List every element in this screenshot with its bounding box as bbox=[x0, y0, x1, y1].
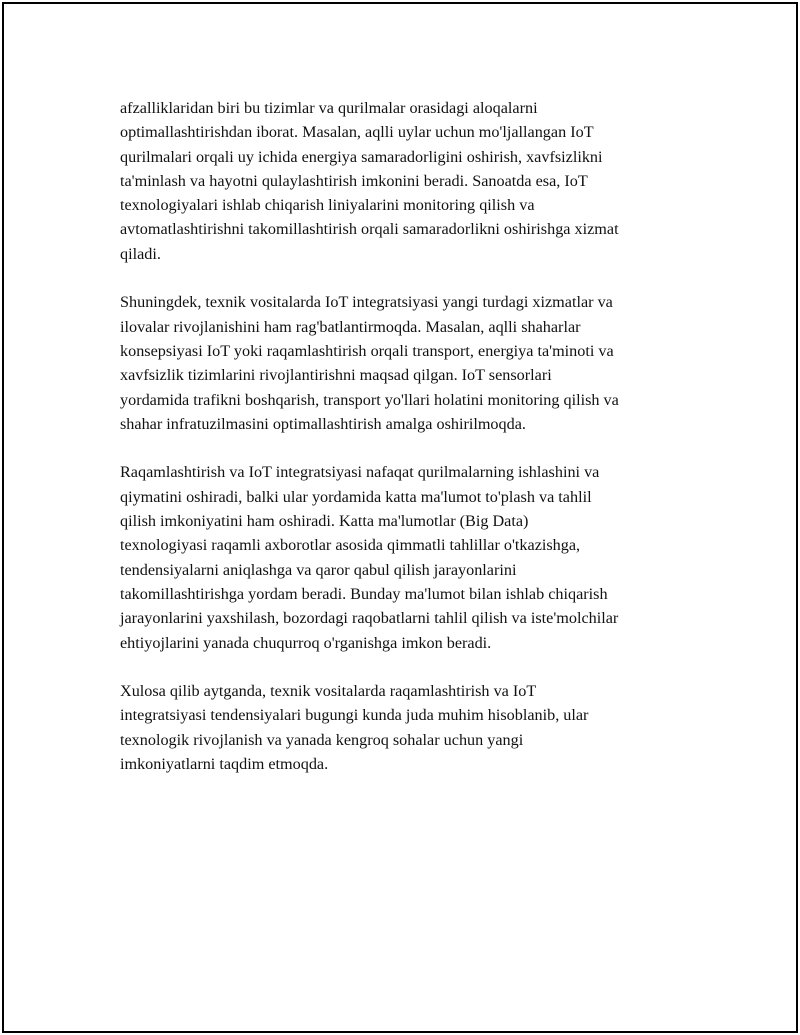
text-line: jarayonlarini yaxshilash, bozordagi raqobatlarni tahlil qilish va iste'molchilar bbox=[120, 609, 619, 628]
page-frame bbox=[2, 2, 798, 1033]
paragraph bbox=[120, 679, 692, 776]
text-line: qiladi. bbox=[120, 244, 161, 263]
text-line: ilovalar rivojlanishini ham rag'batlantirmoqda. Masalan, aqlli shaharlar bbox=[120, 317, 581, 336]
text-line: integratsiyasi tendensiyalari bugungi kunda juda muhim hisoblanib, ular bbox=[120, 706, 589, 725]
text-line: ta'minlash va hayotni qulaylashtirish imkonini beradi. Sanoatda esa, IoT bbox=[120, 171, 588, 190]
text-line: yordamida trafikni boshqarish, transport yo'llari holatini monitoring qilish va bbox=[120, 390, 619, 409]
document-body bbox=[120, 96, 692, 801]
text-line: texnologik rivojlanish va yanada kengroq sohalar uchun yangi bbox=[120, 730, 524, 749]
text-line: Shuningdek, texnik vositalarda IoT integratsiyasi yangi turdagi xizmatlar va bbox=[120, 293, 613, 312]
paragraph bbox=[120, 96, 692, 266]
paragraph bbox=[120, 290, 692, 436]
text-line: avtomatlashtirishni takomillashtirish orqali samaradorlikni oshirishga xizmat bbox=[120, 220, 619, 239]
text-line: takomillashtirishga yordam beradi. Bunday ma'lumot bilan ishlab chiqarish bbox=[120, 584, 608, 603]
text-line: imkoniyatlarni taqdim etmoqda. bbox=[120, 755, 329, 774]
text-line: texnologiyalari ishlab chiqarish liniyalarini monitoring qilish va bbox=[120, 196, 535, 215]
text-line: shahar infratuzilmasini optimallashtirish amalga oshirilmoqda. bbox=[120, 414, 526, 433]
text-line: qurilmalari orqali uy ichida energiya samaradorligini oshirish, xavfsizlikni bbox=[120, 147, 603, 166]
text-line: xavfsizlik tizimlarini rivojlantirishni maqsad qilgan. IoT sensorlari bbox=[120, 366, 552, 385]
text-line: texnologiyasi raqamli axborotlar asosida qimmatli tahlillar o'tkazishga, bbox=[120, 536, 581, 555]
text-line: Raqamlashtirish va IoT integratsiyasi nafaqat qurilmalarning ishlashini va bbox=[120, 463, 600, 482]
text-line: optimallashtirishdan iborat. Masalan, aqlli uylar uchun mo'ljallangan IoT bbox=[120, 123, 594, 142]
text-line: qiymatini oshiradi, balki ular yordamida katta ma'lumot to'plash va tahlil bbox=[120, 487, 592, 506]
text-line: qilish imkoniyatini ham oshiradi. Katta ma'lumotlar (Big Data) bbox=[120, 512, 529, 531]
text-line: ehtiyojlarini yanada chuqurroq o'rganishga imkon beradi. bbox=[120, 633, 492, 652]
text-line: afzalliklaridan biri bu tizimlar va qurilmalar orasidagi aloqalarni bbox=[120, 99, 538, 117]
paragraph bbox=[120, 460, 692, 654]
text-line: Xulosa qilib aytganda, texnik vositalarda raqamlashtirish va IoT bbox=[120, 682, 537, 701]
text-line: tendensiyalarni aniqlashga va qaror qabul qilish jarayonlarini bbox=[120, 560, 517, 579]
text-line: konsepsiyasi IoT yoki raqamlashtirish orqali transport, energiya ta'minoti va bbox=[120, 341, 614, 360]
